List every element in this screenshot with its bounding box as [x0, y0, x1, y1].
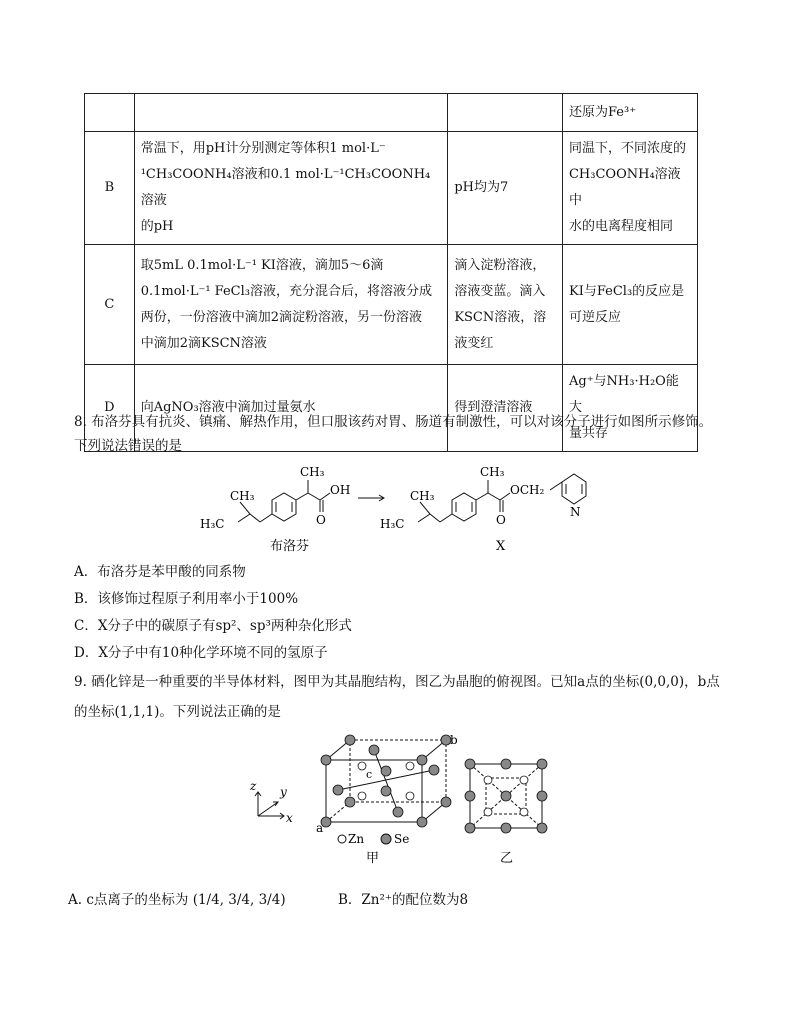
question-line: 下列说法错误的是: [74, 438, 182, 454]
table-cell: [85, 94, 135, 132]
option-c: C．X分子中的碳原子有sp²、sp³两种杂化形式: [74, 618, 352, 634]
operation-line: 取5mL 0.1mol·L⁻¹ KI溶液，滴加5～6滴: [140, 257, 384, 273]
question-line: 9. 硒化锌是一种重要的半导体材料，图甲为其晶胞结构，图乙为晶胞的俯视图。已知a点的坐标(0,0,0)，b点: [74, 674, 720, 690]
operation-line: 0.1mol·L⁻¹ FeCl₃溶液，充分混合后，将溶液分成: [140, 283, 432, 299]
option-a-text: A. c点离子的坐标为: [68, 892, 189, 908]
o-label: O: [496, 513, 506, 527]
question-line: 的坐标(1,1,1)。下列说法正确的是: [74, 704, 281, 720]
phenomenon-line: KSCN溶液，溶: [454, 309, 547, 325]
operation-line: 中滴加2滴KSCN溶液: [140, 335, 267, 351]
operation-cell: [134, 132, 448, 245]
x-label: X: [496, 539, 506, 554]
ch3-label: CH₃: [410, 489, 435, 503]
h3c-label: H₃C: [200, 517, 225, 531]
conclusion-line: Ag⁺与NH₃·H₂O能大: [568, 374, 679, 415]
point-b-label: b: [450, 733, 458, 747]
z-axis-label: z: [250, 779, 257, 793]
table-row: [85, 94, 698, 132]
option-a: A．布洛芬是苯甲酸的同系物: [74, 564, 246, 580]
ch3-label: CH₃: [300, 465, 325, 479]
operation-line: 的pH: [140, 219, 174, 234]
option-a-coordinate: (1/4, 3/4, 3/4): [192, 892, 286, 908]
point-a-label: a: [316, 821, 324, 835]
conclusion-line: 可逆反应: [568, 309, 621, 325]
ibuprofen-label: 布洛芬: [270, 539, 310, 554]
conclusion-cell: [562, 132, 697, 245]
option-d: D．X分子中有10种化学环境不同的氢原子: [74, 645, 328, 661]
operation-line: 常温下，用pH计分别测定等体积1 mol·L⁻: [140, 141, 386, 156]
question-line: 8. 布洛芬具有抗炎、镇痛、解热作用，但口服该药对胃、肠道有制激性，可以对该分子进行如图所示修饰。: [74, 414, 713, 430]
operation-cell: 向AgNO₃溶液中滴加过量氨水: [134, 365, 448, 452]
conclusion-line: CH₃COONH₄溶液中: [568, 167, 681, 208]
row-label: B: [85, 132, 135, 245]
se-legend-icon: [381, 834, 391, 844]
operation-line: ¹CH₃COONH₄溶液和0.1 mol·L⁻¹CH₃COONH₄溶液: [140, 167, 431, 208]
point-c-label: c: [366, 768, 373, 781]
zn-legend-label: Zn: [348, 832, 365, 846]
n-label: N: [570, 505, 581, 519]
conclusion-line: 水的电离程度相同: [568, 219, 673, 234]
phenomenon-line: 液变红: [454, 335, 494, 351]
conclusion-cell: [562, 245, 697, 365]
phenomenon-cell: [448, 245, 563, 365]
unit-cell: [326, 740, 446, 822]
y-axis-label: y: [280, 785, 287, 799]
o-label: O: [316, 513, 326, 527]
option-a: [68, 888, 286, 908]
question-9-stem: [74, 670, 720, 724]
operation-line: 两份，一份溶液中滴加2滴淀粉溶液，另一份溶液: [140, 309, 422, 325]
ch3-label: CH₃: [230, 489, 255, 503]
reaction-arrow: [358, 495, 384, 501]
ch3-label: CH₃: [480, 465, 505, 479]
figure-yi-label: 乙: [500, 851, 514, 866]
table-row: [85, 245, 698, 365]
phenomenon-cell: pH均为7: [448, 132, 563, 245]
option-b: B．Zn²⁺的配位数为8: [338, 892, 469, 908]
ibuprofen-modification-diagram: [190, 460, 610, 556]
table-row: [85, 132, 698, 245]
figure-jia-label: 甲: [366, 851, 380, 866]
table-cell: [134, 94, 448, 132]
znse-unit-cell-figure: [238, 730, 568, 870]
operation-cell: [134, 245, 448, 365]
row-label: C: [85, 245, 135, 365]
conclusion-line: 同温下，不同浓度的: [568, 141, 686, 156]
x-axis-label: x: [286, 811, 293, 825]
zn-legend-icon: [338, 835, 346, 843]
table-cell: [448, 94, 563, 132]
conclusion-line: KI与FeCl₃的反应是: [568, 283, 685, 299]
phenomenon-line: 滴入淀粉溶液，: [454, 257, 546, 273]
question-8-stem: [74, 410, 712, 458]
experiment-table: [84, 93, 698, 452]
phenomenon-line: 溶液变蓝。滴入: [454, 283, 546, 299]
conclusion-line: 量共存: [568, 426, 608, 441]
phenomenon-cell: 得到澄清溶液: [448, 365, 563, 452]
conclusion-cell: 还原为Fe³⁺: [562, 94, 697, 132]
oh-label: OH: [330, 483, 351, 497]
och2-label: OCH₂: [510, 483, 545, 497]
row-label: D: [85, 365, 135, 452]
h3c-label: H₃C: [380, 517, 405, 531]
se-legend-label: Se: [394, 832, 410, 846]
option-b: B．该修饰过程原子利用率小于100%: [74, 591, 299, 607]
